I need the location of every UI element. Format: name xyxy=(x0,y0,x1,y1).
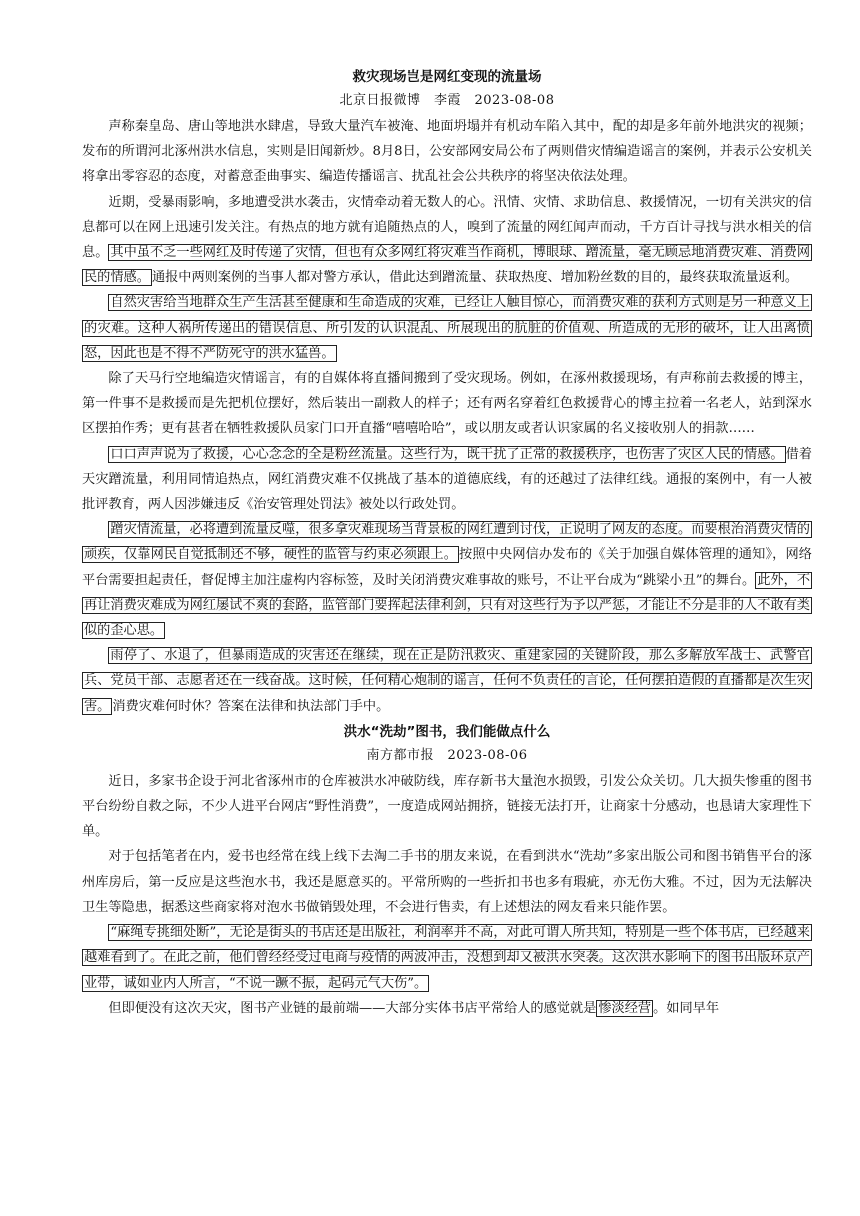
text-segment: 借着天灾蹭流量，利用同情追热点，网红消费灾难不仅挑战了基本的道德底线，有的还越过了法律红线。通报的案例中，有一人被批评教育，两人因涉嫌违反《治安管理处罚法》被处以行政处罚。 xyxy=(82,446,812,513)
paragraph xyxy=(82,114,812,190)
paragraph xyxy=(82,844,812,920)
article-1 xyxy=(82,66,812,719)
article-body xyxy=(82,114,812,719)
text-segment: 消费灾难何时休？答案在法律和执法部门手中。 xyxy=(112,698,390,714)
article-title: 救灾现场岂是网红变现的流量场 xyxy=(352,69,542,85)
article-byline: 北京日报微博 李霞 2023-08-08 xyxy=(339,93,555,108)
text-segment: 对于包括笔者在内，爱书也经常在线上线下去淘二手书的朋友来说，在看到洪水“洗劫”多家出版公司和图书销售平台的涿州库房后，第一反应是这些泡水书，我还是愿意买的。平常所购的一些折扣书也多有瑕疵，亦无伤大雅。不过，因为无法解决卫生等隐患，据悉这些商家将对泡水书做销毁处理，不会进行售卖，有上述想法的网友看来只能作罢。 xyxy=(82,849,812,915)
text-segment: 。如同早年 xyxy=(653,1000,720,1016)
paragraph xyxy=(82,190,812,291)
text-segment: 但即便没有这次天灾，图书产业链的最前端——大部分实体书店平常给人的感觉就是 xyxy=(108,1000,597,1016)
paragraph xyxy=(82,920,812,996)
text-segment: 近期，受暴雨影响，多地遭受洪水袭击，灾情牵动着无数人的心。汛情、灾情、求助信息、救援情况，一切有关洪灾的信息都可以在网上迅速引发关注。有热点的地方就有追随热点的人，嗅到了流量的网红闻声而动，千方百计寻找与洪水相关的信息。 xyxy=(82,194,812,261)
highlighted-text: “麻绳专挑细处断”，无论是街头的书店还是出版社，利润率并不高，对此可谓人所共知，特别是一些个体书店，已经越来越难看到了。在此之前，他们曾经经受过电商与疫情的两波冲击，没想到却又被洪水突袭。这次洪水影响下的图书出版环京产业带，诚如业内人所言，“不说一蹶不振，起码元气大伤”。 xyxy=(84,925,810,991)
text-segment: 除了天马行空地编造灾情谣言，有的自媒体将直播间搬到了受灾现场。例如，在涿州救援现场，有声称前去救援的博主，第一件事不是救援而是先把机位摆好，然后装出一副救人的样子；还有两名穿着红色救援背心的博主拉着一名老人，站到深水区摆拍作秀；更有甚者在牺牲救援队员家门口开直播“嘻嘻哈哈”，或以朋友或者认识家属的名义接收别人的捐款…… xyxy=(82,371,812,437)
text-segment: 按照中央网信办发布的《关于加强自媒体管理的通知》，网络平台需要担起责任，督促博主加注虚构内容标签，及时关闭消费灾难事故的账号，不让平台成为“跳梁小丑”的舞台。 xyxy=(82,547,812,588)
text-segment: 声称秦皇岛、唐山等地洪水肆虐，导致大量汽车被淹、地面坍塌并有机动车陷入其中，配的却是多年前外地洪灾的视频；发布的所谓河北涿州洪水信息，实则是旧闻新炒。8月8日，公安部网安局公布了两则借灾情编造谣言的案例，并表示公安机关将拿出零容忍的态度，对蓄意歪曲事实、编造传播谣言、扰乱社会公共秩序的将坚决依法处理。 xyxy=(82,119,812,185)
paragraph xyxy=(82,442,812,518)
article-title: 洪水“洗劫”图书，我们能做点什么 xyxy=(343,723,551,740)
highlighted-text: 其中虽不乏一些网红及时传递了灾情，但也有众多网红将灾难当作商机，博眼球、蹭流量，毫无顾忌地消费灾难、消费网民的情感。 xyxy=(84,245,811,286)
paragraph xyxy=(82,643,812,719)
article-2 xyxy=(82,721,812,1021)
paragraph xyxy=(82,290,812,366)
paragraph xyxy=(82,996,812,1021)
highlighted-text: 惨淡经营 xyxy=(598,1000,652,1016)
paragraph xyxy=(82,366,812,442)
highlighted-text: 口口声声说为了救援，心心念念的全是粉丝流量。这些行为，既干扰了正常的救援秩序，也伤害了灾区人民的情感。 xyxy=(110,446,784,462)
highlighted-text: 雨停了、水退了，但暴雨造成的灾害还在继续，现在正是防汛救灾、重建家园的关键阶段，那么多解放军战士、武警官兵、党员干部、志愿者还在一线奋战。这时候，任何精心炮制的谣言，任何不负责任的言论，任何摆拍造假的直播都是次生灾害。 xyxy=(84,648,810,714)
paragraph xyxy=(82,769,812,845)
highlighted-text: 自然灾害给当地群众生产生活甚至健康和生命造成的灾难，已经让人触目惊心，而消费灾难的获利方式则是另一种意义上的灾难。这种人祸所传递出的错误信息、所引发的认识混乱、所展现出的肮脏的价值观、所造成的无形的破坏，让人出离愤怒，因此也是不得不严防死守的洪水猛兽。 xyxy=(84,295,810,361)
highlighted-text: 蹭灾情流量，必将遭到流量反噬，很多拿灾难现场当背景板的网红遭到讨伐，正说明了网友的态度。而要根治消费灾情的顽疾，仅靠网民自觉抵制还不够，硬性的监管与约束必须跟上。 xyxy=(84,522,810,563)
article-body xyxy=(82,769,812,1021)
highlighted-text: 此外，不再让消费灾难成为网红屡试不爽的套路，监管部门要挥起法律利剑，只有对这些行为予以严惩，才能让不分是非的人不敢有类似的歪心思。 xyxy=(84,572,811,639)
paragraph xyxy=(82,517,812,643)
text-segment: 通报中两则案例的当事人都对警方承认，借此达到蹭流量、获取热度、增加粉丝数的目的，最终获取流量返利。 xyxy=(151,270,799,286)
text-segment: 近日，多家书企设于河北省涿州市的仓库被洪水冲破防线，库存新书大量泡水损毁，引发公众关切。几大损失惨重的图书平台纷纷自救之际，不少人进平台网店“野性消费”，一度造成网站拥挤，链接无法打开，让商家十分感动，也恳请大家理性下单。 xyxy=(82,773,812,840)
article-byline: 南方都市报 2023-08-06 xyxy=(366,747,528,763)
